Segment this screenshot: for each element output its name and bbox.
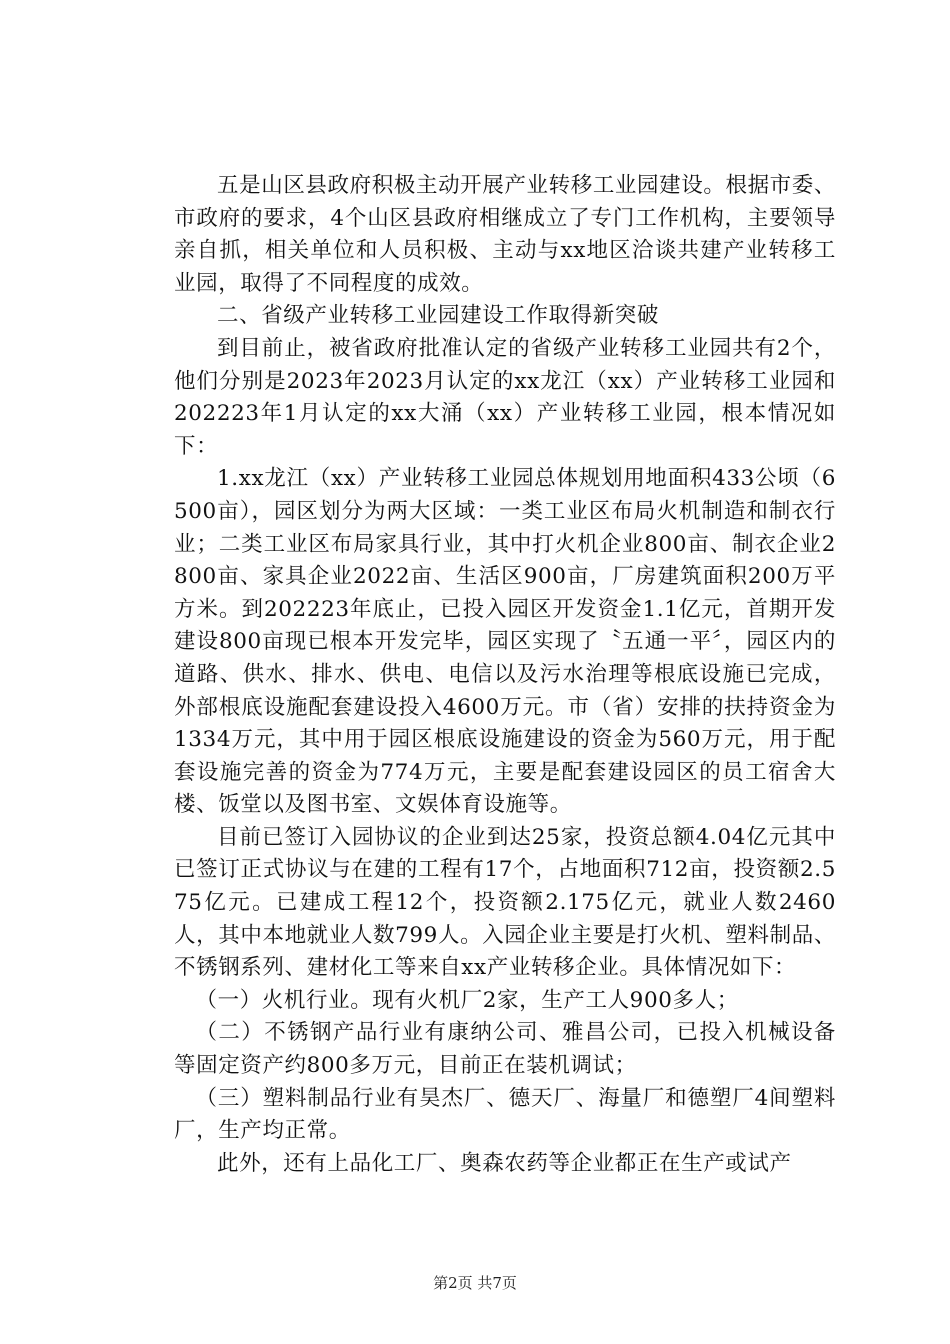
page-number-footer: 第2页 共7页 [433,1274,517,1292]
list-item-lighter-industry: （一）火机行业。现有火机厂2家，生产工人900多人； [195,987,739,1013]
paragraph-longjiang-park: 1.xx龙江（xx）产业转移工业园总体规划用地面积433公顷（6500亩），园区划分为两大区域：一类工业区布局火机制造和制衣行业；二类工业区布局家具行业，其中打火机企业800亩、制衣企业2800亩、家具企业2022亩、生活区900亩，厂房建筑面积200万平方米。到202223年底止，已投入园区开发资金1.1亿元，首期开发建设800亩现已根本开发完毕，园区实现了〝五通一平〞，园区内的道路、供水、排水、供电、电信以及污水治理等根底设施已完成，外部根底设施配套建设投入4600万元。市（省）安排的扶持资金为1334万元，其中用于园区根底设施建设的资金为560万元，用于配套设施完善的资金为774万元，主要是配套建设园区的员工宿舍大楼、饭堂以及图书室、文娱体育设施等。 [174,466,836,818]
list-item-plastics: （三）塑料制品行业有昊杰厂、德天厂、海量厂和德塑厂4间塑料厂，生产均正常。 [174,1085,836,1144]
document-body [174,170,836,1180]
paragraph-mountain-county-parks: 五是山区县政府积极主动开展产业转移工业园建设。根据市委、市政府的要求，4个山区县政府相继成立了专门工作机构，主要领导亲自抓，相关单位和人员积极、主动与xx地区洽谈共建产业转移工业园，取得了不同程度的成效。 [174,173,836,296]
list-item-stainless-steel: （二）不锈钢产品行业有康纳公司、雅昌公司，已投入机械设备等固定资产约800多万元，目前正在装机调试； [174,1020,836,1079]
section-heading-provincial-parks: 二、省级产业转移工业园建设工作取得新突破 [217,303,660,329]
paragraph-signed-enterprises: 目前已签订入园协议的企业到达25家，投资总额4.04亿元其中已签订正式协议与在建的工程有17个，占地面积712亩，投资额2.575亿元。已建成工程12个，投资额2.175亿元，就业人数2460人，其中本地就业人数799人。入园企业主要是打火机、塑料制品、不锈钢系列、建材化工等来自xx产业转移企业。具体情况如下： [174,824,836,981]
paragraph-approved-parks: 到目前止，被省政府批准认定的省级产业转移工业园共有2个，他们分别是2023年2023月认定的xx龙江（xx）产业转移工业园和202223年1月认定的xx大涌（xx）产业转移工业园，根本情况如下： [174,335,836,459]
paragraph-other-enterprises: 此外，还有上品化工厂、奥森农药等企业都正在生产或试产 [217,1150,792,1176]
